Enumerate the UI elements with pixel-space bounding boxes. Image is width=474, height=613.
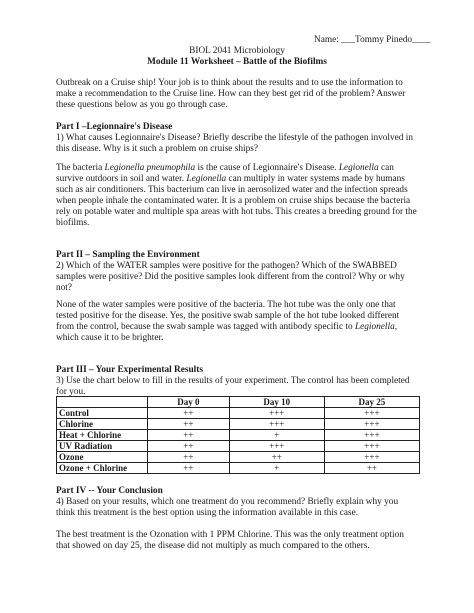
table-cell: +++ bbox=[324, 419, 419, 430]
part1-question bbox=[56, 133, 428, 155]
table-cell: +++ bbox=[229, 419, 324, 430]
part2-heading: Part II – Sampling the Environment bbox=[56, 250, 200, 260]
question-line: for you. bbox=[56, 387, 86, 397]
table-cell: +++ bbox=[229, 441, 324, 452]
answer-line: The best treatment is the Ozonation with 1 PPM Chlorine. This was the only treatment option bbox=[56, 530, 404, 540]
intro-line: these questions below as you go through case. bbox=[56, 100, 228, 110]
answer-line: which cause it to be brighter. bbox=[56, 333, 164, 343]
row-label: Ozone + Chlorine bbox=[57, 463, 148, 474]
table-cell: + bbox=[229, 430, 324, 441]
answer-line: biofilms. bbox=[56, 218, 90, 228]
question-line: 3) Use the chart below to fill in the results of your experiment. The control has been completed bbox=[56, 376, 410, 386]
part3-heading: Part III – Your Experimental Results bbox=[56, 365, 203, 375]
table-cell: ++ bbox=[229, 452, 324, 463]
course-title: BIOL 2041 Microbiology bbox=[189, 46, 285, 56]
table-cell: ++ bbox=[148, 463, 230, 474]
intro-paragraph bbox=[56, 78, 428, 111]
table-cell: +++ bbox=[324, 441, 419, 452]
answer-line: survive outdoors in soil and water. Legionella can multiply in water systems made by humans bbox=[56, 174, 405, 184]
question-line: 1) What causes Legionnaire's Disease? Briefly describe the lifestyle of the pathogen involved in bbox=[56, 133, 413, 143]
table-row bbox=[57, 452, 420, 463]
intro-line: make a recommendation to the Cruise line. How can they best get rid of the problem? Answer bbox=[56, 89, 406, 99]
table-header-cell bbox=[57, 397, 148, 408]
part3-question bbox=[56, 376, 428, 398]
row-label: UV Radiation bbox=[57, 441, 148, 452]
table-cell: ++ bbox=[148, 452, 230, 463]
table-header-cell: Day 0 bbox=[148, 397, 230, 408]
table-row bbox=[57, 408, 420, 419]
row-label: Ozone bbox=[57, 452, 148, 463]
question-line: not? bbox=[56, 283, 73, 293]
table-cell: ++ bbox=[148, 419, 230, 430]
answer-line: None of the water samples were positive of the bacteria. The hot tube was the only one that bbox=[56, 300, 396, 310]
part1-answer bbox=[56, 163, 428, 229]
answer-line: such as air conditioners. This bacterium can live in aerosolized water and the infection spreads bbox=[56, 185, 408, 195]
answer-line: rely on potable water and multiple spa areas with hot tubs. This creates a breeding ground for the bbox=[56, 207, 417, 217]
intro-line: Outbreak on a Cruise ship! Your job is to think about the results and to use the information to bbox=[56, 78, 403, 88]
table-cell: + bbox=[229, 463, 324, 474]
part4-heading: Part IV -- Your Conclusion bbox=[56, 486, 163, 496]
table-cell: +++ bbox=[324, 408, 419, 419]
table-cell: ++ bbox=[148, 430, 230, 441]
table-cell: ++ bbox=[148, 441, 230, 452]
student-name: Name: ___Tommy Pinedo____ bbox=[314, 35, 431, 45]
answer-line: tested positive for the disease. Yes, the positive swab sample of the hot tube looked different bbox=[56, 311, 400, 321]
table-cell: +++ bbox=[324, 452, 419, 463]
answer-line: that showed on day 25, the disease did not multiply as much compared to the others. bbox=[56, 541, 370, 551]
part4-question bbox=[56, 497, 428, 519]
table-cell: ++ bbox=[324, 463, 419, 474]
answer-line: from the control, because the swab sample was tagged with antibody specific to Legionella, bbox=[56, 322, 398, 332]
table-row bbox=[57, 430, 420, 441]
table-header-row bbox=[57, 397, 420, 408]
question-line: samples were positive? Did the positive samples look different from the control? Why or why bbox=[56, 272, 405, 282]
question-line: this disease. Why is it such a problem on cruise ships? bbox=[56, 144, 259, 154]
table-cell: ++ bbox=[148, 408, 230, 419]
answer-line: when people inhale the contaminated water. It is a problem on cruise ships because the bacteria bbox=[56, 196, 411, 206]
worksheet-title: Module 11 Worksheet – Battle of the Biofilms bbox=[147, 57, 327, 67]
row-label: Control bbox=[57, 408, 148, 419]
part2-question bbox=[56, 261, 428, 294]
part2-answer bbox=[56, 300, 428, 344]
table-header-cell: Day 25 bbox=[324, 397, 419, 408]
table-row bbox=[57, 441, 420, 452]
row-label: Heat + Chlorine bbox=[57, 430, 148, 441]
question-line: think this treatment is the best option using the information available in this case. bbox=[56, 508, 359, 518]
table-row bbox=[57, 463, 420, 474]
part1-heading: Part I –Legionnaire's Disease bbox=[56, 122, 173, 132]
question-line: 4) Based on your results, which one treatment do you recommend? Briefly explain why you bbox=[56, 497, 399, 507]
table-row bbox=[57, 419, 420, 430]
part4-answer bbox=[56, 530, 428, 552]
answer-line: The bacteria Legionella pneumophila is the cause of Legionnaire's Disease. Legionella can bbox=[56, 163, 394, 173]
row-label: Chlorine bbox=[57, 419, 148, 430]
table-cell: +++ bbox=[229, 408, 324, 419]
question-line: 2) Which of the WATER samples were positive for the pathogen? Which of the SWABBED bbox=[56, 261, 397, 271]
results-table bbox=[56, 396, 420, 474]
table-cell: +++ bbox=[324, 430, 419, 441]
table-header-cell: Day 10 bbox=[229, 397, 324, 408]
